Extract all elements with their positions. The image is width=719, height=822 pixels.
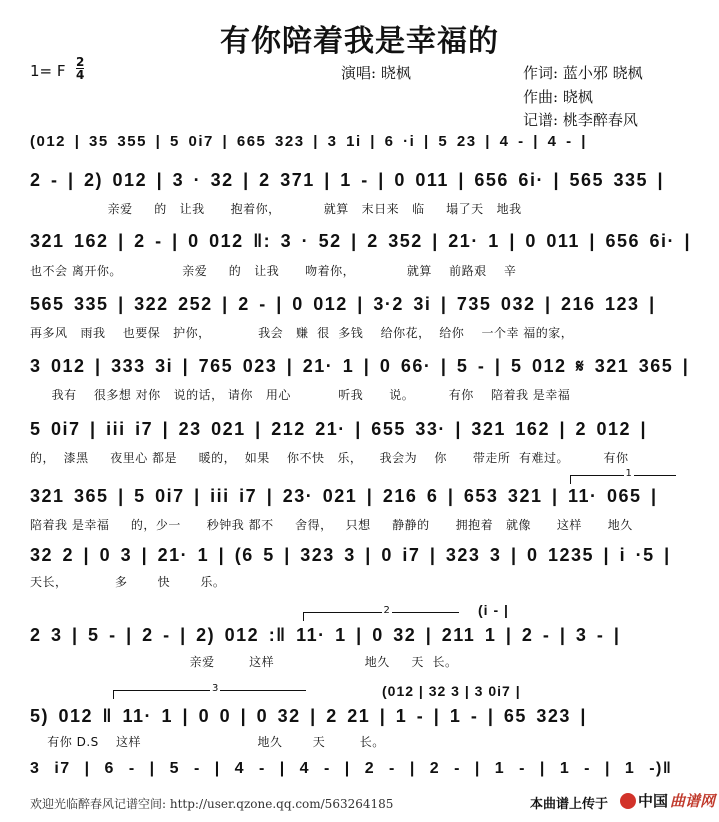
notation-line: 565 335 | 322 252 | 2 - | 0 012 | 3·2 3i | 735 032 | 216 123 |	[30, 294, 656, 314]
lyrics-line: 也不会 离开你。 亲爱 的 让我 吻着你， 就算 前路艰 辛	[30, 264, 517, 278]
score-row-5	[30, 356, 690, 402]
score-row-2	[30, 170, 690, 216]
lyrics-line: 再多风 雨我 也要保 护你， 我会 赚 很 多钱 给你花， 给你 一个幸 福的家，	[30, 326, 574, 340]
notation-line: 2 - | 2) 012 | 3 · 32 | 2 371 | 1 - | 0 011 | 656 6i· | 565 335 |	[30, 170, 665, 190]
alt-notation-upper: (012 | 32 3 | 3 0i7 |	[382, 683, 521, 699]
logo-text-primary: 中国	[638, 792, 669, 810]
notation-line: 3 i7 | 6 - | 5 - | 4 - | 4 - | 2 - | 2 - | 1 - | 1 - | 1 -)‖	[30, 760, 673, 777]
alt-notation-upper: (i - |	[478, 602, 509, 618]
lyrics-line: 我有 很多想 对你 说的话， 请你 用心 听我 说。 有你 陪着我 是幸福	[30, 388, 571, 402]
score-row-10	[30, 706, 690, 749]
score-row-11	[30, 760, 690, 786]
notation-line: 32 2 | 0 3 | 21· 1 | (6 5 | 323 3 | 0 i7 | 323 3 | 0 1235 | i ·5 |	[30, 545, 671, 565]
site-logo[interactable]	[620, 790, 715, 811]
logo-text-secondary: 曲谱网	[670, 792, 716, 810]
notation-line: 5 0i7 | iii i7 | 23 021 | 212 21· | 655 33· | 321 162 | 2 012 |	[30, 419, 648, 439]
notation-line: 2 3 | 5 - | 2 - | 2) 012 :‖ 11· 1 | 0 32 | 211 1 | 2 - | 3 - |	[30, 625, 621, 645]
time-signature-top: 2	[76, 55, 85, 69]
upload-source-text: 本曲谱上传于	[530, 797, 609, 812]
lyrics-line: 亲爱 的 让我 抱着你， 就算 末日来 临 塌了天 地我	[30, 202, 522, 216]
song-title: 有你陪着我是幸福的	[220, 24, 499, 59]
time-signature-bottom: 4	[76, 68, 85, 82]
volta-bracket-3: 3	[113, 690, 306, 699]
notation-line: 3 012 | 333 3i | 765 023 | 21· 1 | 0 66· | 5 - | 5 012 𝄋 321 365 |	[30, 356, 690, 376]
lyrics-line: 亲爱 这样 地久 天 长。	[30, 655, 458, 669]
transcriber-credit: 记谱: 桃李醉春风	[523, 111, 638, 129]
lyrics-line: 的， 漆黑 夜里心 都是 暖的， 如果 你不快 乐， 我会为 你 带走所 有难过。 有你	[30, 451, 629, 465]
composer-credit: 作曲: 晓枫	[523, 88, 593, 106]
lyricist-credit: 作词: 蓝小邪 晓枫	[523, 64, 643, 82]
key-signature: 1= F	[30, 62, 66, 80]
lyrics-line: 天长， 多 快 乐。	[30, 575, 226, 589]
score-row-8	[30, 545, 690, 589]
notation-line: 321 162 | 2 - | 0 012 ‖: 3 · 52 | 2 352 | 21· 1 | 0 011 | 656 6i· |	[30, 231, 692, 251]
score-row-9	[30, 625, 690, 669]
logo-icon	[620, 793, 636, 809]
score-row-1	[30, 133, 690, 159]
score-row-4	[30, 294, 690, 340]
score-row-7	[30, 486, 690, 532]
volta-bracket-1: 1	[570, 475, 676, 484]
transcriber-site-note[interactable]: 欢迎光临醉春风记谱空间: http://user.qzone.qq.com/563264185	[30, 797, 394, 811]
score-row-3	[30, 231, 692, 278]
volta-bracket-2: 2	[303, 612, 459, 621]
score-row-6	[30, 419, 690, 465]
notation-line: (012 | 35 355 | 5 0i7 | 665 323 | 3 1i | 6 ·i | 5 23 | 4 - | 4 - |	[30, 133, 587, 150]
notation-line: 321 365 | 5 0i7 | iii i7 | 23· 021 | 216 6 | 653 321 | 11· 065 |	[30, 486, 658, 506]
singer-credit: 演唱: 晓枫	[341, 64, 411, 82]
lyrics-line: 有你 D.S 这样 地久 天 长。	[30, 735, 385, 749]
time-signature	[76, 56, 84, 81]
notation-line: 5) 012 ‖ 11· 1 | 0 0 | 0 32 | 2 21 | 1 - | 1 - | 65 323 |	[30, 706, 587, 726]
lyrics-line: 陪着我 是幸福 的，少一 秒钟我 都不 舍得， 只想 静静的 拥抱着 就像 这样 地久	[30, 518, 633, 532]
